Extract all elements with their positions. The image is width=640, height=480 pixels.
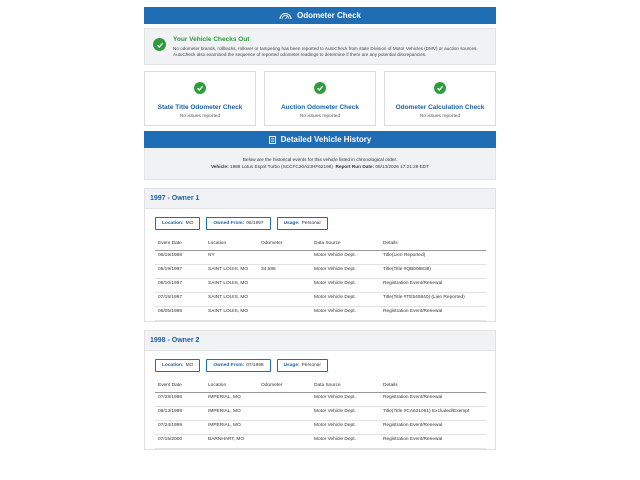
check-circle-icon <box>153 38 166 51</box>
column-header: Data Source <box>311 381 380 393</box>
card-title: Auction Odometer Check <box>280 104 359 111</box>
check-circle-icon <box>194 82 206 94</box>
cell-date: 07/28/1998 <box>155 393 205 407</box>
auction-check-card <box>264 71 376 126</box>
speedometer-icon <box>279 12 292 20</box>
check-circle-icon <box>314 82 326 94</box>
odometer-summary <box>144 28 496 65</box>
cell-odometer <box>258 393 311 407</box>
cell-location: BARNHART, MO <box>205 435 258 449</box>
location-pill: Location: MO <box>155 217 200 230</box>
run-date-value: 08/13/2026 17:21:29 EDT <box>375 164 430 169</box>
history-header <box>144 131 496 148</box>
cell-details: Title(Title #TE545840) (Lien Reported) <box>380 293 486 307</box>
state-title-check-card <box>144 71 256 126</box>
cell-odometer <box>258 251 311 265</box>
cell-date: 06/19/1988 <box>155 251 205 265</box>
cell-odometer <box>258 307 311 321</box>
column-header: Location <box>205 239 258 251</box>
usage-pill: Usage: Personal <box>277 359 328 372</box>
card-title: State Title Odometer Check <box>157 104 243 111</box>
cell-date: 06/10/1997 <box>155 279 205 293</box>
cell-odometer <box>258 293 311 307</box>
cell-details: Title(Title #QB006838) <box>380 265 486 279</box>
cell-source: Motor Vehicle Dept. <box>311 251 380 265</box>
cell-odometer <box>258 435 311 449</box>
owner-heading <box>145 331 495 351</box>
cell-location: SAINT LOUIS, MO <box>205 279 258 293</box>
odometer-check-title: Odometer Check <box>296 11 362 20</box>
cell-odometer: 34,586 <box>258 265 311 279</box>
cell-details: Registration Event/Renewal <box>380 279 486 293</box>
location-pill: Location: MO <box>155 359 200 372</box>
cell-location: SAINT LOUIS, MO <box>205 265 258 279</box>
table-row <box>155 421 486 435</box>
table-row <box>155 293 486 307</box>
cell-date: 05/19/1997 <box>155 265 205 279</box>
cell-date: 07/15/1997 <box>155 293 205 307</box>
odometer-check-header <box>144 7 496 24</box>
owner-heading-text: 1998 - Owner 2 <box>150 337 200 344</box>
owned-from-pill: Owned From: 07/1998 <box>206 359 270 372</box>
owner-heading-text: 1997 - Owner 1 <box>150 195 200 202</box>
cell-details: Title(Title #CA631051) Excluded/Exempt <box>380 407 486 421</box>
column-header: Location <box>205 381 258 393</box>
cell-location: SAINT LOUIS, MO <box>205 293 258 307</box>
cell-location: NY <box>205 251 258 265</box>
cell-source: Motor Vehicle Dept. <box>311 293 380 307</box>
column-header: Odometer <box>258 381 311 393</box>
check-circle-icon <box>434 82 446 94</box>
owner-section <box>144 188 496 322</box>
report-container <box>144 7 496 450</box>
cell-location: SAINT LOUIS, MO <box>205 307 258 321</box>
history-intro <box>144 148 496 180</box>
cell-source: Motor Vehicle Dept. <box>311 435 380 449</box>
history-table <box>155 381 486 449</box>
calculation-check-card <box>384 71 496 126</box>
history-table <box>155 239 486 321</box>
usage-pill: Usage: Personal <box>277 217 328 230</box>
table-row <box>155 407 486 421</box>
cell-details: Registration Event/Renewal <box>380 393 486 407</box>
document-icon <box>269 136 276 144</box>
column-header: Event Date <box>155 239 205 251</box>
cell-odometer <box>258 279 311 293</box>
cell-source: Motor Vehicle Dept. <box>311 393 380 407</box>
cell-odometer <box>258 407 311 421</box>
cell-source: Motor Vehicle Dept. <box>311 421 380 435</box>
card-title: Odometer Calculation Check <box>395 104 485 111</box>
table-row <box>155 307 486 321</box>
cell-date: 05/05/1998 <box>155 307 205 321</box>
owner-section <box>144 330 496 450</box>
history-title: Detailed Vehicle History <box>280 135 372 144</box>
cell-source: Motor Vehicle Dept. <box>311 307 380 321</box>
cell-date: 07/15/2000 <box>155 435 205 449</box>
cell-location: IMPERIAL, MO <box>205 407 258 421</box>
cell-source: Motor Vehicle Dept. <box>311 279 380 293</box>
card-status: No issues reported <box>419 114 461 119</box>
card-status: No issues reported <box>179 114 221 119</box>
column-header: Details <box>380 381 486 393</box>
table-row <box>155 435 486 449</box>
cell-source: Motor Vehicle Dept. <box>311 407 380 421</box>
column-header: Details <box>380 239 486 251</box>
summary-title: Your Vehicle Checks Out <box>173 36 250 43</box>
summary-description: No odometer brands, rollbacks, rollover or tampering has been reported to AutoCheck from state Division of Motor Vehicles (DMV) or auction sources. AutoCheck also examined the sequence of reported odometer readings to determine if there are any potential discrepancies. <box>173 46 478 57</box>
intro-text: Below are the historical events for this vehicle listed in chronological order. <box>242 157 398 162</box>
table-row <box>155 393 486 407</box>
cell-details: Registration Event/Renewal <box>380 435 486 449</box>
column-header: Data Source <box>311 239 380 251</box>
cell-location: IMPERIAL, MO <box>205 421 258 435</box>
vehicle-line: Vehicle: 1988 Lotus Esprit Turbo (SCCFC20A2JHF62198) Report Run Date: 08/13/2026 17:21:29 EDT <box>210 164 430 169</box>
owner-sections <box>144 188 496 450</box>
card-status: No issues reported <box>299 114 341 119</box>
column-header: Odometer <box>258 239 311 251</box>
cell-odometer <box>258 421 311 435</box>
cell-date: 07/24/1999 <box>155 421 205 435</box>
owner-heading <box>145 189 495 209</box>
cell-source: Motor Vehicle Dept. <box>311 265 380 279</box>
cell-date: 08/13/1998 <box>155 407 205 421</box>
table-row <box>155 279 486 293</box>
column-header: Event Date <box>155 381 205 393</box>
table-row <box>155 251 486 265</box>
cell-details: Registration Event/Renewal <box>380 307 486 321</box>
odometer-check-cards <box>144 71 496 126</box>
owned-from-pill: Owned From: 06/1997 <box>206 217 270 230</box>
cell-details: Registration Event/Renewal <box>380 421 486 435</box>
cell-details: Title(Lien Reported) <box>380 251 486 265</box>
vehicle-value: 1988 Lotus Esprit Turbo (SCCFC20A2JHF62198) <box>229 164 333 169</box>
cell-location: IMPERIAL, MO <box>205 393 258 407</box>
table-row <box>155 265 486 279</box>
